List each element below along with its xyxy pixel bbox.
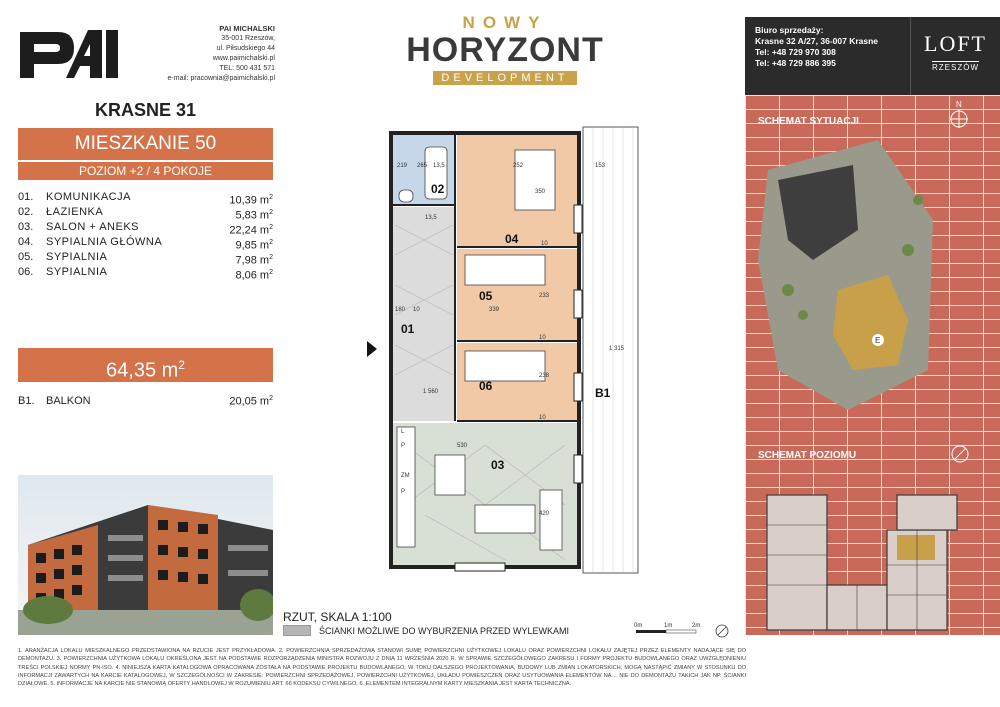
site-plan-image (758, 140, 933, 410)
svg-text:180: 180 (395, 307, 406, 313)
svg-text:10: 10 (539, 335, 546, 341)
floor-schema-image (762, 490, 987, 635)
floor-plan (365, 115, 655, 585)
sales-tel2: Tel: +48 729 886 395 (755, 58, 836, 68)
nowy-horyzont-logo (380, 14, 630, 86)
legend-swatch (283, 625, 311, 636)
room-row: 06. SYPIALNIA 8,06 $m^2$ (18, 266, 273, 282)
loft-main: LOFT (924, 31, 987, 56)
svg-text:265: 265 (417, 163, 428, 169)
room-label-01: 01 (401, 322, 415, 336)
room-label-02: 02 (431, 182, 445, 196)
loft-sub: RZESZÓW (932, 63, 979, 72)
svg-text:252: 252 (513, 163, 524, 169)
svg-text:1 315: 1 315 (609, 346, 625, 352)
svg-text:233: 233 (539, 293, 550, 299)
website-link[interactable]: www.paimichalski.pl (212, 55, 275, 62)
svg-text:219: 219 (397, 163, 408, 169)
svg-text:N: N (956, 100, 962, 109)
svg-text:0m: 0m (634, 623, 643, 629)
svg-text:530: 530 (457, 443, 468, 449)
room-row: 01. KOMUNIKACJA 10,39 $m^2$ (18, 191, 273, 207)
logo-development: DEVELOPMENT (433, 71, 576, 85)
room-row: 02. ŁAZIENKA 5,83 $m^2$ (18, 206, 273, 222)
legend (283, 625, 569, 636)
svg-text:10: 10 (539, 415, 546, 421)
sales-tel1: Tel: +48 729 970 308 (755, 47, 836, 57)
floor-schema-title: SCHEMAT POZIOMU (758, 450, 857, 461)
company-contact (140, 24, 275, 84)
north-arrow-icon (946, 98, 976, 130)
room-label-04: 04 (505, 232, 519, 246)
room-label-05: 05 (479, 289, 493, 303)
svg-text:10: 10 (413, 307, 420, 313)
svg-text:10: 10 (541, 241, 548, 247)
sales-address: Krasne 32 A/27, 36-007 Krasne (755, 36, 879, 46)
level-label: POZIOM +2 / 4 POKOJE (18, 162, 273, 180)
svg-text:2m: 2m (692, 623, 701, 629)
logo-horyzont: HORYZONT (406, 31, 604, 69)
sales-office-box (745, 17, 910, 95)
company-name: PAI MICHALSKI (219, 24, 275, 33)
room-row: 03. SALON + ANEKS 22,24 $m^2$ (18, 221, 273, 237)
svg-text:ZM: ZM (401, 473, 410, 479)
svg-text:350: 350 (535, 189, 546, 195)
sales-title: Biuro sprzedaży: (755, 25, 824, 35)
site-schema-title: SCHEMAT SYTUACJI (758, 116, 859, 127)
legal-notes: 1. ARANŻACJA LOKALU MIESZKALNEGO PRZEDSTAWIONA NA RZUCIE JEST PRZYKŁADOWA. 2. POWIERZCHNIA SPRZEDAŻOWA STANOWI SUMĘ POWIERZCHNI UŻYTKOWEJ LOKALU ORAZ POWIERZCHNI LOKALU ZAJĘTEJ PRZEZ ELEMENTY NADAJĄCE SIĘ DO DEMONTAŻU. 3. POWIERZCHNIA UŻYTKOWA LOKALU OKREŚLONA JEST NA PODSTAWIE ROZPORZĄDZENIA MINISTRA ROZWOJU Z DNIA 11 WRZEŚNIA 2020 R. W SPRAWIE SZCZEGÓŁOWEGO ZAKRESU I FORMY PROJEKTU BUDOWLANEGO ORAZ UWZGLĘDNIENIU TREŚCI POLSKIEJ NORMY PN-ISO. 4. NINIEJSZA KARTA KATALOGOWA OPRACOWANA ZOSTAŁA NA PODSTAWIE PROJEKTU BUDOWLANEGO. W TOKU DALSZEGO PROJEKTOWANIA, BUDOWY LUB ZMIAN LOKATORSKICH, MOGĄ NASTĄPIĆ ZMIANY W STOSUNKU DO INFORMACJI ZAWARTYCH NA KARCIE KATALOGOWEJ, W SZCZEGÓLNOŚCI W ZAKRESIE: POWIERZCHNI SPRZEDAŻOWEJ, POWIERZCHNI UŻYTKOWEJ, UKŁADU POMIESZCZEŃ ORAZ USYTUOWANIA ELEMENTÓW NA… NIE DO DEMONTAŻU TAKICH JAK NP. ŚCIANKI DZIAŁOWE. 5. INFORMACJE NA KARCIE NIE STANOWIĄ OFERTY HANDLOWEJ W ROZUMIENIU ART. 66 KODEKSU CYWILNEGO. 6. ELEMENTEM INTEGRALNYM KARTY MIESZKANIA JEST KARTA TECHNICZNA. (18, 648, 746, 688)
svg-text:13,5: 13,5 (433, 163, 445, 169)
phone: TEL: 500 431 571 (219, 65, 275, 72)
svg-text:153: 153 (595, 163, 606, 169)
building-render-image (18, 475, 273, 635)
svg-text:238: 238 (539, 373, 550, 379)
legend-text: ŚCIANKI MOŻLIWE DO WYBURZENIA PRZED WYLEWKAMI (319, 625, 570, 636)
room-label-03: 03 (491, 458, 505, 472)
apartment-title: MIESZKANIE 50 (18, 128, 273, 160)
room-label-b1: B1 (595, 386, 611, 400)
balcony-row: B1. BALKON 20,05 $m^2$ (18, 395, 273, 408)
north-arrow-floor-icon (950, 436, 975, 466)
svg-text:13,5: 13,5 (425, 215, 437, 221)
total-area: 64,35 $m^2$ (18, 348, 273, 382)
svg-text:339: 339 (489, 307, 500, 313)
plan-scale-title: RZUT, SKALA 1:100 (283, 610, 392, 624)
svg-text:L: L (401, 429, 405, 435)
building-title: KRASNE 31 (94, 100, 197, 120)
room-row: 05. SYPIALNIA 7,98 $m^2$ (18, 251, 273, 267)
svg-text:P: P (401, 489, 406, 495)
email-link[interactable]: e-mail: pracownia@paimichalski.pl (167, 75, 275, 82)
building-letter: E (875, 336, 881, 345)
svg-text:1m: 1m (664, 623, 673, 629)
room-row: 04. SYPIALNIA GŁÓWNA 9,85 $m^2$ (18, 236, 273, 252)
room-list (18, 190, 273, 280)
svg-text:1 560: 1 560 (423, 389, 439, 395)
address-line2: ul. Piłsudskiego 44 (216, 45, 275, 52)
loft-logo (910, 17, 1000, 95)
svg-text:420: 420 (539, 511, 550, 517)
room-label-06: 06 (479, 379, 493, 393)
pai-logo (18, 22, 123, 80)
logo-nowy: NOWY (462, 13, 548, 32)
svg-text:P: P (401, 443, 406, 449)
scale-bar (634, 620, 734, 640)
address-line1: 35-001 Rzeszów, (221, 35, 275, 42)
